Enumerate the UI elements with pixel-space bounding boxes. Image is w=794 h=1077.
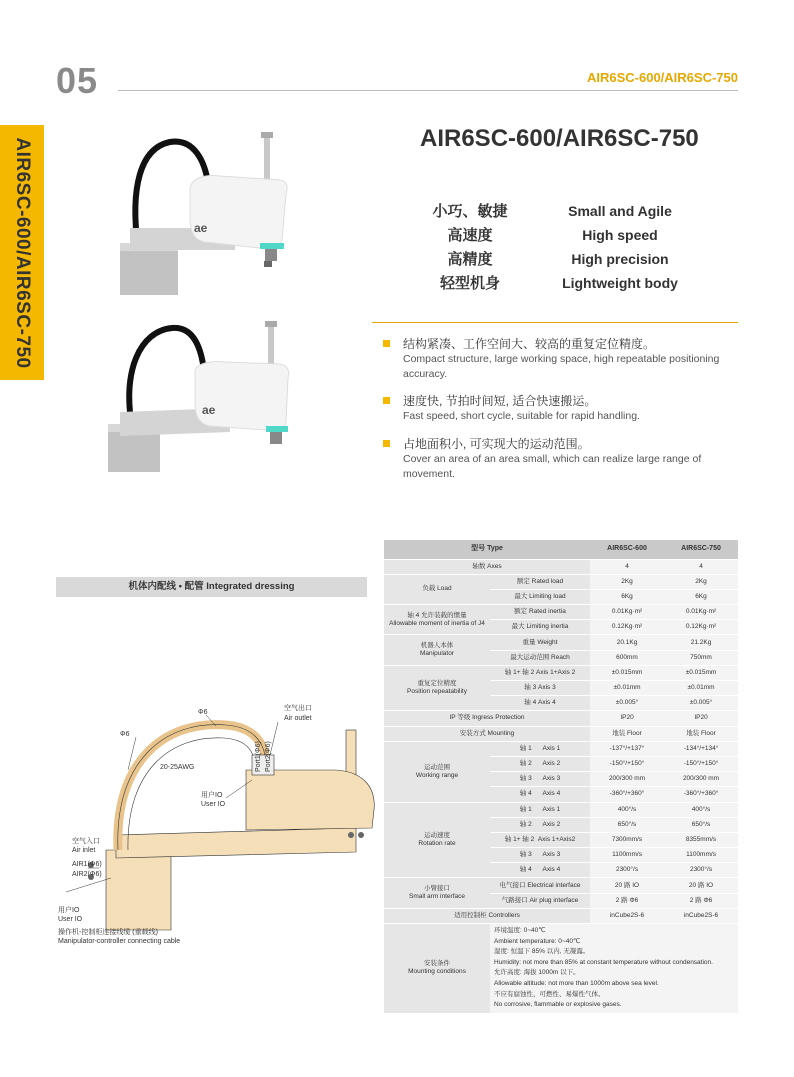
axis-en: Axis 3: [542, 851, 561, 859]
spec-value: ±0.015mm: [664, 665, 738, 680]
axis-cn: 轴 1: [519, 744, 532, 752]
spec-row-axes: [384, 559, 738, 574]
spec-value: -150°/+150°: [590, 756, 664, 771]
spec-label: 最大运动范围 Reach: [490, 650, 590, 665]
spec-value: 1100mm/s: [590, 848, 664, 863]
feature-en-4: Lightweight body: [562, 275, 678, 291]
spec-row-range-1: [384, 741, 738, 756]
feature-en-1: Small and Agile: [568, 203, 672, 219]
spec-group-label-en: Rotation rate: [418, 839, 456, 847]
spec-group-label-en: Working range: [415, 771, 459, 779]
feature-en-3: High precision: [571, 251, 669, 267]
axis-cn: 轴 3: [519, 851, 532, 859]
feature-cn-4: 轻型机身: [439, 275, 500, 292]
spec-value: 地装 Floor: [590, 726, 664, 741]
spec-label: 轴 3 Axis 3: [490, 681, 590, 696]
spec-group-label: [384, 741, 490, 802]
spec-group-label-cn: 机器人本体: [420, 642, 454, 650]
spec-row-inertia-rated: [384, 605, 738, 620]
condition-line: 湿度: 恒温下 85% 以内, 无凝露。: [494, 948, 590, 956]
spec-value: 400°/s: [664, 802, 738, 817]
spec-row-weight: [384, 635, 738, 650]
spec-group-label-en: Mounting conditions: [408, 968, 466, 976]
spec-value: ±0.01mm: [590, 681, 664, 696]
spec-value: 2 路 Φ6: [664, 893, 738, 908]
spec-row-load-rated: [384, 574, 738, 589]
condition-line: 不应有腐蚀性、可燃性、易爆性气体。: [494, 990, 605, 998]
bullet-square-icon: [383, 440, 390, 447]
spec-label: 适用控制柜 Controllers: [384, 908, 590, 923]
spec-value: 4: [590, 559, 664, 574]
bullet-square-icon: [383, 397, 390, 404]
bullet-3-cn: 占地面积小, 可实现大的运动范围。: [403, 437, 590, 451]
spec-table: [384, 540, 738, 1014]
axis-cn: 轴 1+ 轴 2: [504, 835, 535, 843]
bullet-square-icon: [383, 340, 390, 347]
spec-label: 最大 Limiting load: [490, 589, 590, 604]
spec-label: 额定 Rated load: [490, 574, 590, 589]
header-divider: [118, 90, 738, 91]
spec-group-label-cn: 重复定位精度: [417, 680, 457, 688]
axis-en: Axis 3: [542, 775, 561, 783]
spec-label: 轴 1+ 轴 2 Axis 1+Axis 2: [490, 665, 590, 680]
spec-label: 最大 Limiting inertia: [490, 620, 590, 635]
label-air-outlet-cn: 空气出口: [284, 705, 312, 712]
label-port1: Port1(Φ6): [255, 741, 262, 772]
spec-value: 200/300 mm: [664, 772, 738, 787]
spec-value: IP20: [664, 711, 738, 726]
bullet-1-en: Compact structure, large working space, high repeatable positioning accuracy.: [403, 353, 720, 380]
spec-value: inCube2S-6: [664, 908, 738, 923]
spec-group-label: 负载 Load: [384, 574, 490, 604]
spec-group-label: [384, 802, 490, 878]
spec-row-controllers: [384, 908, 738, 923]
spec-value: 8355mm/s: [664, 832, 738, 847]
spec-group-label-cn: 运动速度: [424, 831, 450, 839]
feature-en-2: High speed: [582, 227, 658, 243]
side-tab: [0, 125, 44, 380]
spec-label: 轴 4 Axis 4: [490, 696, 590, 711]
label-user-io-top-cn: 用户IO: [201, 792, 223, 799]
condition-line: 环境温度: 0~40℃: [494, 927, 546, 934]
spec-group-label-en: Allowable moment of inertia of J4: [389, 619, 485, 627]
spec-group-label-cn: 运动范围: [424, 763, 450, 771]
label-phi6-b: Φ6: [198, 709, 208, 716]
spec-value: 0.12Kg·m²: [664, 620, 738, 635]
spec-group-label-en: Small arm interface: [409, 893, 465, 901]
spec-label: [490, 787, 590, 802]
spec-group-label-cn: 小臂接口: [424, 885, 450, 893]
spec-group-label: [384, 924, 490, 1014]
condition-line: 允许高度: 海拔 1000m 以下。: [494, 969, 580, 977]
spec-value: -134°/+134°: [664, 741, 738, 756]
spec-label: [490, 832, 590, 847]
axis-en: Axis 4: [542, 790, 561, 798]
spec-value: 6Kg: [664, 589, 738, 604]
axis-cn: 轴 4: [519, 790, 532, 798]
spec-header-row: [384, 540, 738, 559]
spec-value: ±0.005°: [590, 696, 664, 711]
spec-label: [490, 817, 590, 832]
side-tab-label: AIR6SC-600/AIR6SC-750: [12, 136, 33, 369]
label-user-io-top-en: User IO: [201, 801, 226, 808]
feature-cn-3: 高精度: [447, 251, 493, 268]
condition-line: Allowable altitude: not more than 1000m above sea level.: [494, 979, 659, 987]
spec-value: 地装 Floor: [664, 726, 738, 741]
bullet-2: [383, 393, 743, 424]
spec-group-label: [384, 878, 490, 908]
dressing-diagram: [56, 700, 376, 950]
spec-value: 750mm: [664, 650, 738, 665]
condition-line: Ambient temperature: 0~40℃: [494, 937, 581, 945]
feature-cn-2: 高速度: [447, 227, 493, 244]
spec-row-small-arm-elec: [384, 878, 738, 893]
spec-value: ±0.005°: [664, 696, 738, 711]
spec-header-type: 型号 Type: [384, 540, 590, 559]
condition-line: No corrosive, flammable or explosive gases.: [494, 1001, 622, 1009]
spec-value: 600mm: [590, 650, 664, 665]
axis-cn: 轴 2: [519, 820, 532, 828]
conditions-text: [490, 924, 738, 1014]
spec-label: [490, 848, 590, 863]
spec-value: -150°/+150°: [664, 756, 738, 771]
spec-value: 2 路 Φ6: [590, 893, 664, 908]
axis-en: Axis 2: [542, 820, 561, 828]
axis-cn: 轴 4: [519, 866, 532, 874]
label-air-inlet-cn: 空气入口: [72, 838, 100, 845]
spec-value: 20 路 IO: [664, 878, 738, 893]
label-user-io-bottom-en: User IO: [58, 916, 83, 923]
label-air1: AIR1(Φ6): [72, 861, 102, 868]
axis-en: Axis 1: [542, 744, 561, 752]
spec-group-label-cn: 轴 4 允许装载的惯量: [407, 611, 467, 619]
spec-value: -360°/+360°: [590, 787, 664, 802]
bullet-3-en: Cover an area of an area small, which can realize large range of movement.: [403, 453, 702, 480]
spec-label: [490, 772, 590, 787]
spec-group-label-cn: 安装条件: [424, 960, 450, 968]
spec-group-label: [384, 635, 490, 665]
axis-en: Axis 4: [542, 866, 561, 874]
spec-value: 20.1Kg: [590, 635, 664, 650]
robot-logo-bottom: ae: [202, 403, 216, 417]
label-port2: Port2(Φ6): [265, 741, 272, 772]
label-air2: AIR2(Φ6): [72, 871, 102, 878]
spec-row-mounting: [384, 726, 738, 741]
header-model: AIR6SC-600/AIR6SC-750: [586, 70, 738, 85]
spec-group-label: [384, 665, 490, 711]
bullet-2-en: Fast speed, short cycle, suitable for rapid handling.: [403, 410, 640, 422]
spec-label: [490, 863, 590, 878]
spec-value: 650°/s: [664, 817, 738, 832]
feature-cn-1: 小巧、敏捷: [432, 203, 508, 220]
spec-value: 2Kg: [590, 574, 664, 589]
axis-en: Axis 1: [542, 805, 561, 813]
spec-value: ±0.015mm: [590, 665, 664, 680]
feature-divider: [372, 322, 738, 323]
spec-value: 2300°/s: [664, 863, 738, 878]
label-air-outlet-en: Air outlet: [284, 715, 312, 722]
label-phi6-a: Φ6: [120, 731, 130, 738]
spec-label: [490, 756, 590, 771]
axis-cn: 轴 1: [519, 805, 532, 813]
spec-value: 0.12Kg·m²: [590, 620, 664, 635]
spec-value: 200/300 mm: [590, 772, 664, 787]
label-awg: 20-25AWG: [160, 764, 195, 771]
spec-header-m1: AIR6SC-600: [590, 540, 664, 559]
bullet-3: [383, 436, 743, 482]
spec-label: 安装方式 Mounting: [384, 726, 590, 741]
spec-value: -137°/+137°: [590, 741, 664, 756]
spec-value: 6Kg: [590, 589, 664, 604]
spec-label: 气路接口 Air plug interface: [490, 893, 590, 908]
spec-value: 0.01Kg·m²: [664, 605, 738, 620]
label-user-io-bottom-cn: 用户IO: [58, 907, 80, 914]
robot-logo-top: ae: [194, 221, 208, 235]
spec-row-repeat-1: [384, 665, 738, 680]
spec-label: [490, 802, 590, 817]
spec-group-label-en: Manipulator: [420, 650, 454, 658]
spec-value: 650°/s: [590, 817, 664, 832]
spec-value: 21.2Kg: [664, 635, 738, 650]
spec-value: -360°/+360°: [664, 787, 738, 802]
bullet-1: [383, 336, 743, 382]
spec-label: 重量 Weight: [490, 635, 590, 650]
spec-value: 20 路 IO: [590, 878, 664, 893]
spec-group-label-en: Position repeatability: [407, 688, 467, 696]
bullet-1-cn: 结构紧凑、工作空间大、较高的重复定位精度。: [403, 337, 656, 351]
spec-value: 2300°/s: [590, 863, 664, 878]
spec-row-conditions: [384, 924, 738, 1014]
spec-value: 400°/s: [590, 802, 664, 817]
label-cable-cn: 操作机-控制柜连接线缆 (重载线): [58, 929, 158, 936]
axis-en: Axis 1+Axis2: [537, 835, 576, 843]
label-cable-en: Manipulator-controller connecting cable: [58, 938, 181, 945]
spec-label: 额定 Rated inertia: [490, 605, 590, 620]
spec-value: ±0.01mm: [664, 681, 738, 696]
spec-header-m2: AIR6SC-750: [664, 540, 738, 559]
axis-en: Axis 2: [542, 760, 561, 768]
page-title: AIR6SC-600/AIR6SC-750: [420, 125, 699, 152]
label-air-inlet-en: Air inlet: [72, 847, 96, 854]
robot-image-top: [110, 128, 295, 298]
spec-row-rate-1: [384, 802, 738, 817]
spec-value: 0.01Kg·m²: [590, 605, 664, 620]
axis-cn: 轴 2: [519, 760, 532, 768]
axis-cn: 轴 3: [519, 775, 532, 783]
spec-label: 轴数 Axes: [384, 559, 590, 574]
spec-label: 电气接口 Electrical interface: [490, 878, 590, 893]
spec-value: IP20: [590, 711, 664, 726]
spec-label: [490, 741, 590, 756]
spec-value: 4: [664, 559, 738, 574]
spec-value: inCube2S-6: [590, 908, 664, 923]
spec-group-label: [384, 605, 490, 635]
page-number: 05: [56, 60, 99, 101]
spec-value: 7300mm/s: [590, 832, 664, 847]
spec-value: 1100mm/s: [664, 848, 738, 863]
bullet-2-cn: 速度快, 节拍时间短, 适合快速搬运。: [403, 394, 597, 408]
dressing-title: 机体内配线 • 配管 Integrated dressing: [56, 577, 367, 597]
robot-image-bottom: [100, 316, 300, 476]
spec-value: 2Kg: [664, 574, 738, 589]
spec-row-ip: [384, 711, 738, 726]
condition-line: Humidity: not more than 85% at constant temperature without condensation.: [494, 958, 713, 966]
spec-label: IP 等级 Ingress Protection: [384, 711, 590, 726]
